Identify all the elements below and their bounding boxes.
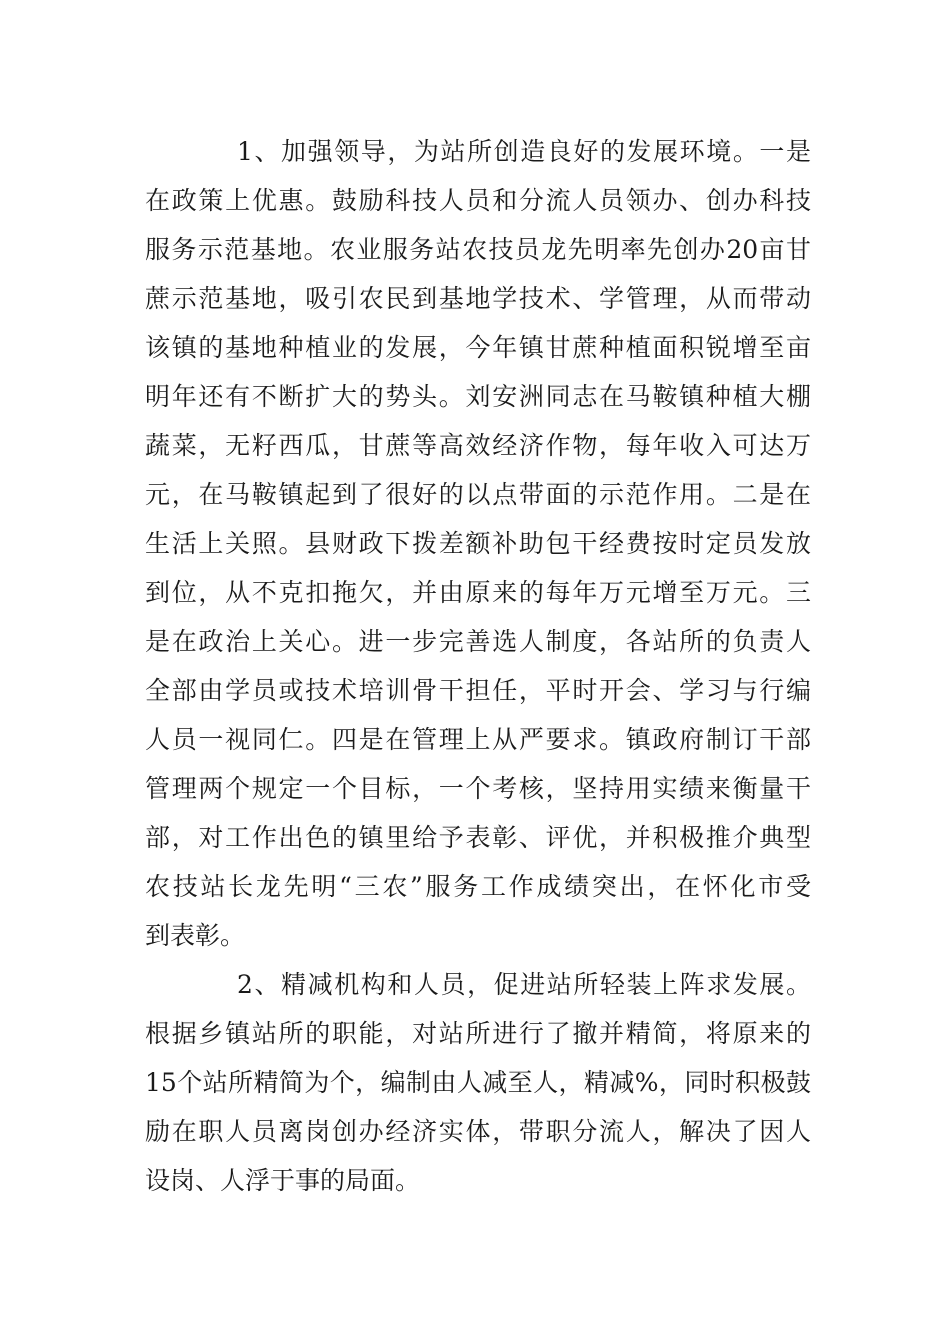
text-line: 是在政治上关心。进一步完善选人制度，各站所的负责人 [145, 627, 811, 656]
text-line: 全部由学员或技术培训骨干担任，平时开会、学习与行编 [145, 676, 811, 705]
text-line: 2、精减机构和人员，促进站所轻装上阵求发展。 [237, 970, 811, 999]
text-line: 人员一视同仁。四是在管理上从严要求。镇政府制订干部 [145, 725, 811, 754]
text-line: 15个站所精简为个，编制由人减至人，精减%，同时积极鼓 [145, 1068, 811, 1097]
text-line: 到位，从不克扣拖欠，并由原来的每年万元增至万元。三 [145, 578, 811, 607]
text-line: 生活上关照。县财政下拨差额补助包干经费按时定员发放 [145, 529, 811, 558]
text-line: 明年还有不断扩大的势头。刘安洲同志在马鞍镇种植大棚 [145, 382, 811, 411]
text-line: 农技站长龙先明“三农”服务工作成绩突出，在怀化市受 [145, 872, 811, 901]
document-body [145, 127, 811, 1205]
text-line: 到表彰。 [145, 921, 246, 950]
text-line: 管理两个规定一个目标，一个考核，坚持用实绩来衡量干 [145, 774, 811, 803]
text-line: 部，对工作出色的镇里给予表彰、评优，并积极推介典型 [145, 823, 811, 852]
text-line: 1、加强领导，为站所创造良好的发展环境。一是 [237, 137, 811, 166]
text-line: 服务示范基地。农业服务站农技员龙先明率先创办20亩甘 [145, 235, 811, 264]
text-line: 设岗、人浮于事的局面。 [145, 1166, 421, 1195]
paragraph-2 [145, 960, 811, 1205]
text-line: 蔗示范基地，吸引农民到基地学技术、学管理，从而带动 [145, 284, 811, 313]
text-line: 蔬菜，无籽西瓜，甘蔗等高效经济作物，每年收入可达万 [145, 431, 811, 460]
text-line: 根据乡镇站所的职能，对站所进行了撤并精简，将原来的 [145, 1019, 811, 1048]
paragraph-1 [145, 127, 811, 960]
text-line: 该镇的基地种植业的发展，今年镇甘蔗种植面积锐增至亩 [145, 333, 811, 362]
text-line: 元，在马鞍镇起到了很好的以点带面的示范作用。二是在 [145, 480, 811, 509]
text-line: 在政策上优惠。鼓励科技人员和分流人员领办、创办科技 [145, 186, 811, 215]
text-line: 励在职人员离岗创办经济实体，带职分流人，解决了因人 [145, 1117, 811, 1146]
